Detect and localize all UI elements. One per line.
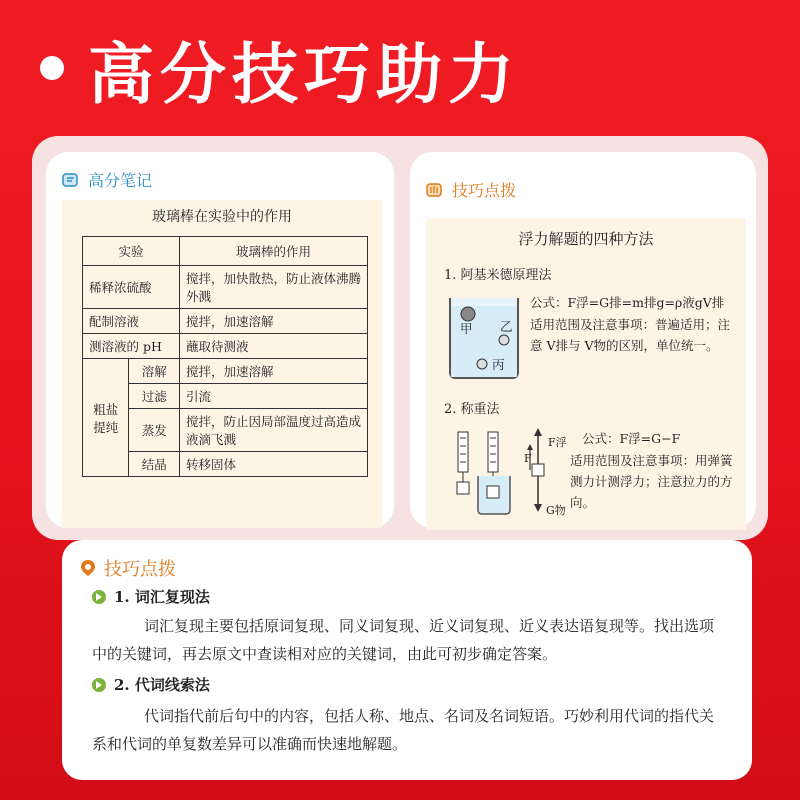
force-up: F浮 bbox=[548, 436, 567, 449]
notes-heading bbox=[62, 168, 152, 191]
method2-formula: 公式：F浮=G−F bbox=[582, 431, 681, 446]
method2-title: 2. 称重法 bbox=[444, 402, 500, 417]
notes-icon bbox=[62, 172, 80, 188]
table-row bbox=[83, 309, 368, 334]
group-use: 搅拌，加速溶解 bbox=[180, 359, 368, 384]
notes-heading-label: 高分笔记 bbox=[88, 171, 153, 190]
label-yi: 乙 bbox=[500, 319, 513, 334]
label-jia: 甲 bbox=[460, 321, 473, 336]
bottom-heading bbox=[80, 555, 176, 581]
group-use: 转移固体 bbox=[180, 452, 368, 477]
force-left: F bbox=[524, 452, 532, 465]
group-step: 溶解 bbox=[129, 359, 180, 384]
arrow-icon bbox=[92, 678, 106, 692]
row-use: 搅拌，加快散热，防止液体沸腾外溅 bbox=[180, 266, 368, 309]
col-use: 玻璃棒的作用 bbox=[180, 237, 368, 266]
page-title: 高分技巧助力 bbox=[88, 35, 520, 113]
table-row bbox=[83, 334, 368, 359]
group-use: 搅拌，防止因局部温度过高造成液滴飞溅 bbox=[180, 409, 368, 452]
col-experiment: 实验 bbox=[83, 237, 180, 266]
group-step: 蒸发 bbox=[129, 409, 180, 452]
table-row bbox=[83, 266, 368, 309]
location-pin-icon bbox=[80, 559, 96, 577]
row-use: 蘸取待测液 bbox=[180, 334, 368, 359]
item2-text: 代词指代前后句中的内容，包括人称、地点、名词及名词短语。巧妙利用代词的指代关系和代词的单复数差异可以准确而快速地解题。 bbox=[92, 707, 715, 753]
force-down: G物 bbox=[546, 504, 566, 517]
title-bullet bbox=[40, 56, 64, 80]
method1-text: 适用范围及注意事项：普遍适用；注意 V排与 V物的区别，单位统一。 bbox=[530, 317, 731, 353]
bottom-heading-label: 技巧点拨 bbox=[104, 559, 176, 580]
group-label: 粗盐提纯 bbox=[83, 359, 129, 477]
method2-text: 适用范围及注意事项：用弹簧测力计测浮力；注意拉力的方向。 bbox=[570, 453, 733, 510]
row-exp: 稀释浓硫酸 bbox=[83, 266, 180, 309]
row-exp: 测溶液的 pH bbox=[83, 334, 180, 359]
item1-title: 1. 词汇复现法 bbox=[114, 588, 210, 606]
item1-heading bbox=[92, 586, 210, 607]
spring-scale-diagram bbox=[446, 424, 562, 520]
method1-title: 1. 阿基米德原理法 bbox=[444, 268, 552, 283]
group-use: 引流 bbox=[180, 384, 368, 409]
row-exp: 配制溶液 bbox=[83, 309, 180, 334]
table-row bbox=[83, 359, 368, 384]
method1-formula: 公式：F浮=G排=m排g=ρ液gV排 bbox=[530, 295, 725, 310]
row-use: 搅拌，加速溶解 bbox=[180, 309, 368, 334]
group-step: 结晶 bbox=[129, 452, 180, 477]
table-header-row bbox=[83, 237, 368, 266]
hand-icon bbox=[426, 182, 444, 198]
beaker-diagram bbox=[446, 294, 522, 380]
title-row bbox=[40, 28, 520, 113]
group-step: 过滤 bbox=[129, 384, 180, 409]
item2-heading bbox=[92, 674, 210, 695]
table-title: 玻璃棒在实验中的作用 bbox=[152, 209, 292, 225]
item2-title: 2. 代词线索法 bbox=[114, 676, 210, 694]
glass-rod-table bbox=[82, 236, 368, 477]
label-bing: 丙 bbox=[492, 357, 505, 372]
item1-text: 词汇复现主要包括原词复现、同义词复现、近义词复现、近义表达语复现等。找出选项中的关键词，再去原文中查读相对应的关键词，由此可初步确定答案。 bbox=[92, 617, 715, 663]
buoyancy-title: 浮力解题的四种方法 bbox=[518, 230, 654, 248]
arrow-icon bbox=[92, 590, 106, 604]
tips-heading-label: 技巧点拨 bbox=[452, 181, 517, 200]
tips-heading bbox=[426, 178, 516, 201]
